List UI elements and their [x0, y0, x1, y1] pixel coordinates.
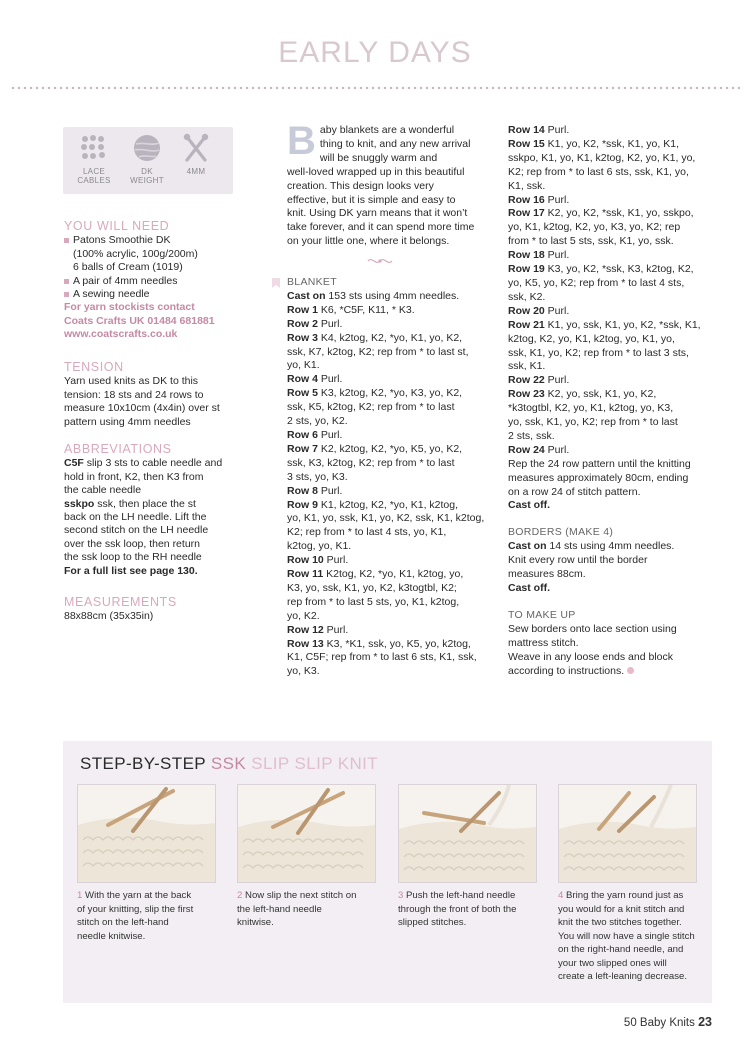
pattern-row [508, 277, 708, 291]
abbr-term: C5F [64, 457, 84, 470]
caption-line: you would for a knit stitch and [558, 903, 685, 915]
pattern-row [508, 360, 708, 374]
pattern-row [508, 458, 708, 472]
pattern-row [508, 138, 708, 152]
text-line: measures 88cm. [508, 568, 586, 581]
row-text: yo, ssk, K1, yo, K2; rep from * to last [508, 416, 678, 429]
row-label: Row 11 [287, 568, 324, 581]
row-label: Row 14 [508, 124, 545, 136]
ornament [366, 253, 394, 271]
full-list-link: For a full list see page 130. [64, 564, 198, 577]
row-text: Purl. [317, 317, 343, 330]
list-item: Patons Smoothie DK [64, 234, 229, 247]
icon-label: WEIGHT [130, 176, 164, 185]
pattern-row [287, 568, 497, 582]
row-text: ssk, K1. [508, 360, 546, 373]
step-photo-3 [398, 784, 537, 883]
pattern-row [287, 429, 497, 443]
abbr-term: sskpo [64, 497, 95, 510]
pattern-row [287, 554, 497, 568]
abbr-def: ssk, then place the st [97, 497, 196, 510]
pattern-row [508, 333, 708, 347]
caption-line: Bring the yarn round just as [566, 890, 684, 901]
row-label: Row 6 [287, 428, 318, 441]
yarn-ball-icon [126, 133, 168, 185]
text-line: will be snuggly warm and [319, 151, 438, 164]
page-footer [624, 1015, 712, 1029]
step-number: 1 [77, 890, 83, 901]
pattern-row [508, 305, 708, 319]
page-title: EARLY DAYS [278, 36, 472, 69]
row-text: k2tog, K2, yo, K1, k2tog, yo, K1, yo, [508, 332, 675, 345]
panel-title [80, 754, 378, 774]
pattern-row [508, 124, 708, 138]
section-heading: BLANKET [287, 276, 337, 288]
pattern-row [287, 387, 497, 401]
pattern-row [287, 346, 497, 360]
page-number: 23 [698, 1015, 712, 1029]
pattern-row [508, 166, 708, 180]
row-label: Row 10 [287, 554, 324, 567]
pattern-row [287, 512, 497, 526]
pattern-row [287, 304, 497, 318]
icon-label: DK [141, 167, 153, 176]
row-text: Purl. [323, 623, 349, 636]
caption-line: through the front of both the [398, 903, 517, 915]
pattern-row [508, 374, 708, 388]
text-line: creation. This design looks very [287, 179, 434, 192]
row-label: Row 24 [508, 443, 545, 456]
pattern-row [287, 624, 497, 638]
row-text: ssk, K2. [508, 290, 546, 303]
row-text: K3, *K1, ssk, yo, K5, yo, k2tog, [323, 637, 471, 650]
row-text: from * to last 5 sts, ssk, K1, yo, ssk. [508, 235, 674, 248]
pattern-row [287, 415, 497, 429]
text-line: Sew borders onto lace section using [508, 622, 677, 635]
pattern-row [287, 651, 497, 665]
row-text: rep from * to last 5 sts, yo, K1, k2tog, [287, 595, 460, 608]
row-label: Row 22 [508, 374, 545, 387]
pattern-row [508, 499, 708, 513]
row-text: Purl. [317, 373, 343, 386]
row-text: Purl. [317, 484, 343, 497]
caption-line: your two slipped ones will [558, 957, 667, 969]
caption-line: With the yarn at the back [85, 890, 192, 901]
row-label: Cast off. [508, 499, 550, 512]
pattern-row [287, 638, 497, 652]
pattern-row [508, 194, 708, 208]
panel-title-term: SSK [210, 754, 247, 773]
text-line: on your little one, where it belongs. [287, 235, 450, 248]
row-text: K1, yo, ssk, K1, yo, K2, *ssk, K1, [544, 318, 701, 331]
publication-name: 50 Baby Knits [623, 1017, 695, 1029]
row-text: K4, k2tog, K2, *yo, K1, yo, K2, [317, 331, 463, 344]
caption-line: on the right-hand needle, and [558, 944, 684, 955]
pattern-row [508, 347, 708, 361]
caption-line: needle knitwise. [77, 930, 146, 942]
pattern-row [508, 221, 708, 235]
row-text: ssk, K7, k2tog, K2; rep from * to last st, [287, 345, 469, 358]
step-photo-4 [558, 784, 697, 883]
text-line: second stitch on the LH needle [64, 524, 209, 537]
row-label: Row 1 [287, 303, 318, 316]
row-text: on a row 24 of stitch pattern. [508, 485, 641, 498]
section-heading: ABBREVIATIONS [64, 442, 172, 456]
caption-line: knit the two stitches together. [558, 917, 682, 928]
pattern-row [287, 499, 497, 513]
row-text: measures approximately 80cm, ending [508, 471, 689, 484]
end-mark-icon [627, 667, 634, 674]
pattern-row [287, 443, 497, 457]
row-label: Row 12 [287, 623, 324, 636]
row-label: Row 19 [508, 263, 545, 276]
section-heading: TO MAKE UP [508, 608, 576, 621]
row-text: yo, K2. [287, 609, 320, 622]
row-text: *k3togtbl, K2, yo, K1, k2tog, yo, K3, [508, 402, 674, 415]
row-label: Cast off. [508, 582, 550, 594]
lace-cables-icon [73, 133, 115, 185]
text-line: the ssk loop to the RH needle [64, 551, 202, 564]
text-line: Weave in any loose ends and block [508, 650, 673, 663]
row-list [287, 290, 497, 679]
text-line: mattress stitch. [508, 636, 579, 649]
row-label: Row 15 [508, 137, 545, 150]
pattern-row [508, 444, 708, 458]
abbr-def: slip 3 sts to cable needle and [86, 457, 223, 470]
caption-line: the left-hand needle [237, 903, 322, 915]
text-line: Yarn used knits as DK to this [64, 375, 199, 388]
row-text: K3, yo, ssk, K1, yo, K2, k3togtbl, K2; [287, 581, 457, 594]
row-text: Rep the 24 row pattern until the knitting [508, 457, 691, 470]
row-text: K1, yo, K2, *ssk, K1, yo, K1, [544, 137, 679, 150]
pattern-row [508, 388, 708, 402]
pattern-row [287, 290, 497, 304]
section-heading: TENSION [64, 360, 124, 374]
row-label: Row 23 [508, 388, 545, 401]
text-line: pattern using 4mm needles [64, 415, 191, 428]
text-line: measure 10x10cm (4x4in) over st [64, 402, 220, 415]
row-label: Row 18 [508, 249, 545, 262]
caption-line: You will now have a single stitch [558, 930, 695, 942]
row-text: yo, K1, yo, ssk, K1, yo, K2, ssk, K1, k2tog, [287, 512, 485, 525]
stockist-link[interactable]: www.coatscrafts.co.uk [64, 328, 178, 341]
measurements-section [64, 596, 229, 624]
row-text: yo, K5, yo, K2; rep from * to last 4 sts, [508, 276, 685, 289]
pattern-row [287, 526, 497, 540]
yarn-detail: (100% acrylic, 100g/200m) [73, 247, 198, 260]
row-label: Row 2 [287, 317, 318, 330]
row-text: ssk, K1, yo, K2; rep from * to last 3 sts, [508, 346, 689, 359]
row-text: K6, *C5F, K11, * K3. [317, 303, 415, 316]
row-text: 2 sts, yo, K2. [287, 415, 348, 428]
row-text: K1, ssk. [508, 179, 546, 192]
stockist-info: For yarn stockists contact [64, 301, 195, 314]
row-text: 153 sts using 4mm needles. [325, 289, 460, 302]
pattern-row [508, 402, 708, 416]
pattern-row [508, 152, 708, 166]
list-item: A pair of 4mm needles [64, 275, 229, 288]
caption-line: Now slip the next stitch on [245, 890, 357, 901]
tension-section [64, 361, 229, 429]
drop-cap: B [287, 119, 316, 163]
row-text: K2; rep from * to last 4 sts, yo, K1, [287, 526, 447, 539]
panel-title-prefix: STEP-BY-STEP [80, 754, 206, 773]
blanket-instructions [287, 276, 497, 679]
dotted-divider [10, 86, 740, 90]
text-line: hold in front, K2, then K3 from [64, 470, 204, 483]
pattern-row [508, 235, 708, 249]
row-text: K3, yo, K2, *ssk, K3, k2tog, K2, [544, 263, 694, 276]
step-caption-2 [237, 889, 382, 930]
section-heading: BORDERS (MAKE 4) [508, 526, 614, 539]
text-line: over the ssk loop, then return [64, 537, 200, 550]
caption-line: Push the left-hand needle [406, 890, 516, 901]
pattern-row [287, 332, 497, 346]
text-line: effective, but it is simple and easy to [287, 193, 456, 206]
row-text: K2tog, K2, *yo, K1, k2tog, yo, [323, 568, 464, 581]
project-icons-box [63, 127, 233, 194]
row-text: ssk, K3, k2tog, K2; rep from * to last [287, 456, 455, 469]
row-text: yo, K1, k2tog, K2, yo, K3, yo, K2; rep [508, 221, 681, 234]
pattern-row [287, 665, 497, 679]
step-caption-1 [77, 889, 222, 943]
row-text: Purl. [544, 304, 570, 317]
text-line: take forever, and it can spend more time [287, 221, 475, 234]
pattern-row [287, 318, 497, 332]
pattern-row [287, 359, 497, 373]
list-item: A sewing needle [64, 288, 229, 301]
text-line: back on the LH needle. Lift the [64, 511, 207, 524]
yarn-quantity: 6 balls of Cream (1019) [73, 261, 183, 274]
step-photo-1 [77, 784, 216, 883]
row-list [508, 124, 708, 513]
row-text: Purl. [544, 193, 570, 206]
pattern-row [287, 401, 497, 415]
row-text: K1, C5F; rep from * to last 6 sts, K1, ssk, [287, 651, 477, 664]
step-photo-2 [237, 784, 376, 883]
text-line: tension: 18 sts and 24 rows to [64, 388, 204, 401]
row-text: sskpo, K1, yo, K1, k2tog, K2, yo, K1, yo, [508, 151, 696, 164]
icon-label: LACE [82, 167, 106, 176]
row-text: 14 sts using 4mm needles. [546, 540, 675, 553]
row-label: Cast on [508, 540, 547, 553]
pattern-row [508, 319, 708, 333]
you-will-need-section [64, 220, 229, 342]
row-label: Row 9 [287, 498, 318, 511]
pattern-row [287, 540, 497, 554]
right-column [508, 124, 708, 678]
row-text: 2 sts, ssk. [508, 429, 555, 442]
pattern-row [508, 263, 708, 277]
row-text: Purl. [544, 249, 570, 262]
row-text: yo, K1. [287, 359, 320, 372]
icon-label: 4MM [186, 167, 206, 176]
row-text: K2, yo, ssk, K1, yo, K2, [544, 388, 657, 401]
row-text: K1, k2tog, K2, *yo, K1, k2tog, [317, 498, 459, 511]
row-text: Purl. [544, 443, 570, 456]
row-label: Row 17 [508, 207, 545, 220]
text-line: Knit every row until the border [508, 554, 648, 567]
text-line: aby blankets are a wonderful [319, 124, 455, 136]
row-label: Row 7 [287, 442, 318, 455]
row-label: Row 3 [287, 331, 318, 344]
pattern-row [287, 610, 497, 624]
row-label: Row 20 [508, 304, 545, 317]
row-text: K2; rep from * to last 6 sts, ssk, K1, yo, [508, 165, 689, 178]
pattern-row [508, 180, 708, 194]
row-text: K2, k2tog, K2, *yo, K5, yo, K2, [317, 442, 463, 455]
step-caption-3 [398, 889, 543, 930]
row-label: Row 8 [287, 484, 318, 497]
panel-title-full: SLIP SLIP KNIT [251, 754, 379, 773]
row-text: ssk, K5, k2tog, K2; rep from * to last [287, 401, 455, 414]
pattern-row [287, 596, 497, 610]
text-line: according to instructions. [508, 664, 625, 677]
abbreviations-section [64, 443, 229, 578]
row-label: Cast on [287, 289, 326, 302]
row-text: K2, yo, K2, *ssk, K1, yo, sskpo, [544, 207, 694, 220]
row-text: Purl. [544, 124, 570, 136]
pattern-row [287, 373, 497, 387]
pattern-row [287, 457, 497, 471]
caption-line: of your knitting, slip the first [77, 903, 194, 915]
row-label: Row 4 [287, 373, 318, 386]
section-heading: YOU WILL NEED [64, 219, 170, 233]
measurements-value: 88x88cm (35x35in) [64, 610, 154, 623]
pattern-row [508, 249, 708, 263]
pattern-row [508, 207, 708, 221]
row-text: 3 sts, yo, K3. [287, 470, 348, 483]
caption-line: create a left-leaning decrease. [558, 971, 688, 982]
pattern-row [508, 416, 708, 430]
row-label: Row 5 [287, 387, 318, 400]
needles-icon [175, 133, 217, 176]
caption-line: stitch on the left-hand [77, 917, 169, 928]
step-number: 2 [237, 890, 243, 901]
row-label: Row 13 [287, 637, 324, 650]
step-caption-4 [558, 889, 703, 984]
text-line: knit. Using DK yarn means that it won’t [287, 207, 468, 220]
row-text: K3, k2tog, K2, *yo, K3, yo, K2, [317, 387, 463, 400]
caption-line: knitwise. [237, 917, 274, 928]
stockist-phone: Coats Crafts UK 01484 681881 [64, 314, 215, 327]
pattern-row [508, 472, 708, 486]
row-text: Purl. [317, 428, 343, 441]
intro-paragraph [287, 119, 487, 249]
text-line: thing to knit, and any new arrival [319, 137, 471, 150]
pattern-row [508, 486, 708, 500]
section-heading: MEASUREMENTS [64, 595, 177, 609]
bookmark-icon [271, 276, 281, 294]
icon-label: CABLES [77, 176, 111, 185]
row-label: Row 21 [508, 318, 545, 331]
row-text: yo, K3. [287, 665, 320, 678]
row-text: Purl. [323, 554, 349, 567]
pattern-row [287, 582, 497, 596]
step-number: 3 [398, 890, 404, 901]
pattern-row [287, 485, 497, 499]
caption-line: slipped stitches. [398, 917, 467, 928]
pattern-row [287, 471, 497, 485]
step-number: 4 [558, 890, 564, 901]
row-text: k2tog, yo, K1. [287, 540, 352, 553]
row-text: Purl. [544, 374, 570, 387]
text-line: the cable needle [64, 484, 142, 497]
pattern-row [508, 291, 708, 305]
pattern-row [508, 430, 708, 444]
row-label: Row 16 [508, 193, 545, 206]
text-line: well-loved wrapped up in this beautiful [287, 165, 465, 178]
